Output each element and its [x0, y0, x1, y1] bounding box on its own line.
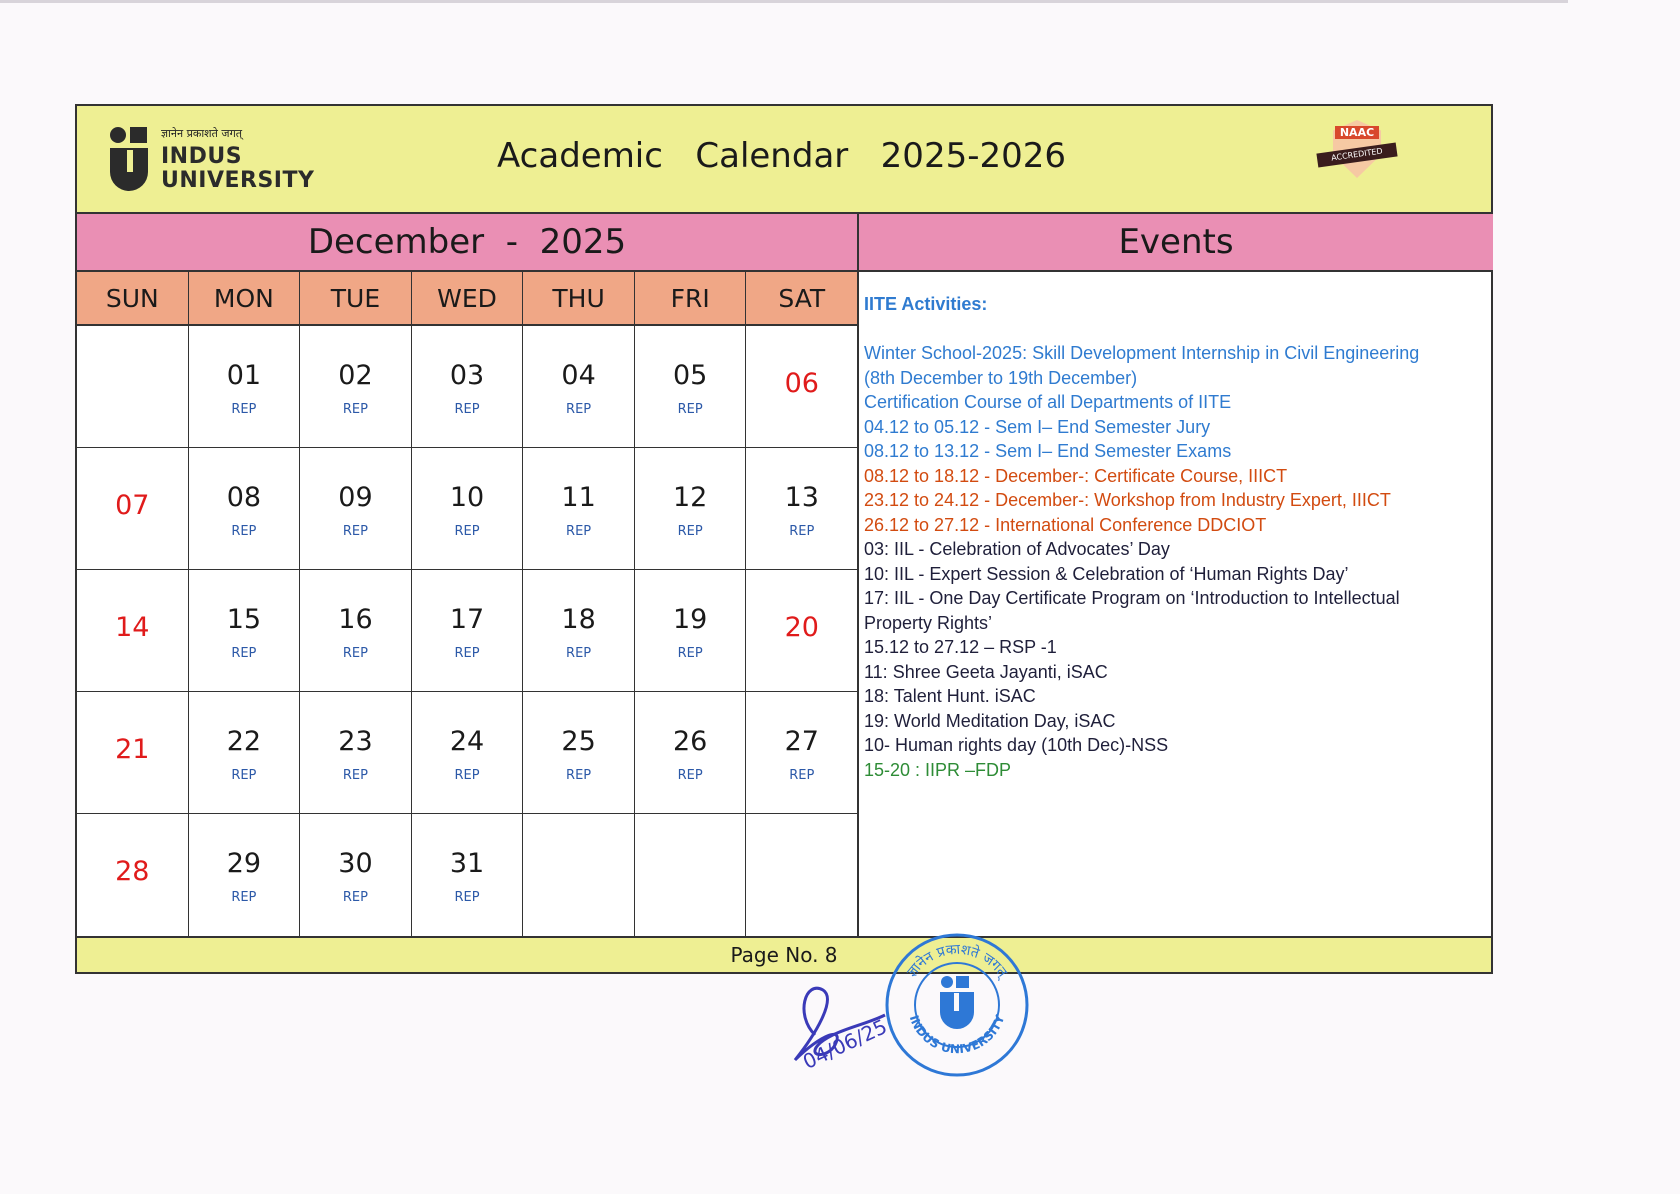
signature-date: 04/06/25 [799, 1014, 891, 1074]
event-item: 08.12 to 13.12 - Sem I– End Semester Exams [864, 441, 1232, 461]
day-cell [412, 692, 524, 813]
rep-label: REP [566, 768, 592, 783]
logo-line-2: UNIVERSITY [161, 168, 315, 193]
rep-label: REP [677, 768, 703, 783]
calendar-week-row [77, 692, 857, 814]
university-logo [109, 126, 329, 196]
holiday-date-number: 28 [115, 856, 150, 887]
event-item: 15.12 to 27.12 – RSP -1 [864, 637, 1057, 657]
date-number: 30 [338, 848, 373, 879]
university-stamp [884, 932, 1030, 1078]
day-cell [412, 814, 524, 936]
page-title: Academic Calendar 2025-2026 [497, 136, 1067, 176]
day-cell [412, 448, 524, 569]
calendar-week-row [77, 570, 857, 692]
events-heading: IITE Activities: [864, 294, 988, 314]
naac-ribbon: ACCREDITED [1316, 143, 1397, 168]
weekday-wed: WED [412, 272, 524, 326]
rep-label: REP [677, 646, 703, 661]
empty-day-cell [746, 814, 857, 936]
stamp-bottom-text: INDUS UNIVERSITY [906, 1013, 1008, 1057]
weekday-header-row [77, 272, 857, 326]
day-cell [300, 692, 412, 813]
rep-label: REP [231, 402, 257, 417]
day-cell [300, 448, 412, 569]
date-number: 05 [673, 360, 708, 391]
rep-label: REP [342, 402, 368, 417]
day-cell [300, 326, 412, 447]
event-item: 18: Talent Hunt. iSAC [864, 686, 1036, 706]
rep-label: REP [454, 646, 480, 661]
event-item: 19: World Meditation Day, iSAC [864, 710, 1116, 731]
day-cell [189, 570, 301, 691]
day-cell [523, 570, 635, 691]
holiday-date-number: 06 [784, 368, 819, 399]
date-number: 02 [338, 360, 373, 391]
event-item: 03: IIL - Celebration of Advocates’ Day [864, 539, 1170, 559]
naac-label: NAAC [1335, 126, 1379, 139]
date-number: 27 [784, 726, 819, 757]
calendar-week-row [77, 814, 857, 936]
event-item: 04.12 to 05.12 - Sem I– End Semester Jury [864, 416, 1211, 437]
day-cell [189, 326, 301, 447]
day-cell [189, 814, 301, 936]
date-number: 01 [226, 360, 262, 391]
event-item: (8th December to 19th December) [864, 367, 1138, 388]
rep-label: REP [789, 524, 815, 539]
day-cell [189, 692, 301, 813]
day-cell [412, 326, 524, 447]
rep-label: REP [231, 524, 257, 539]
date-number: 08 [226, 482, 262, 513]
calendar-week-row [77, 326, 857, 448]
day-cell [746, 448, 857, 569]
holiday-date-number: 14 [115, 612, 150, 643]
sheet-top-edge [0, 0, 1568, 3]
day-cell [77, 570, 189, 691]
date-number: 03 [449, 360, 485, 391]
rep-label: REP [566, 402, 592, 417]
day-cell [300, 814, 412, 936]
event-item: 10: IIL - Expert Session & Celebration of ‘Human Rights Day’ [864, 563, 1349, 584]
empty-day-cell [77, 326, 189, 447]
rep-label: REP [789, 768, 815, 783]
rep-label: REP [566, 646, 592, 661]
day-cell [523, 448, 635, 569]
rep-label: REP [566, 524, 592, 539]
events-panel [859, 272, 1493, 936]
date-number: 09 [338, 482, 373, 513]
event-item: 17: IIL - One Day Certificate Program on ‘Introduction to Intellectual [864, 588, 1400, 608]
event-item: 26.12 to 27.12 - International Conference DDCIOT [864, 514, 1267, 535]
day-cell [523, 692, 635, 813]
date-number: 19 [673, 604, 708, 635]
indus-logo-icon [109, 126, 149, 192]
day-cell [635, 570, 747, 691]
day-cell [746, 326, 857, 447]
event-item: Property Rights’ [864, 612, 993, 633]
logo-line-1: INDUS [161, 144, 243, 169]
holiday-date-number: 20 [784, 612, 819, 643]
day-cell [300, 570, 412, 691]
rep-label: REP [677, 402, 703, 417]
date-number: 11 [561, 482, 596, 513]
page-header [77, 106, 1491, 214]
logo-tagline: ज्ञानेन प्रकाशते जगत् [161, 127, 243, 140]
date-number: 16 [338, 604, 373, 635]
empty-day-cell [635, 814, 747, 936]
date-number: 15 [226, 604, 262, 635]
date-number: 23 [338, 726, 373, 757]
rep-label: REP [231, 890, 257, 905]
rep-label: REP [231, 768, 257, 783]
day-cell [635, 692, 747, 813]
calendar-week-row [77, 448, 857, 570]
weekday-sat: SAT [746, 272, 857, 326]
stamp-top-text: ज्ञानेन प्रकाशते जगत् [904, 941, 1011, 981]
events-title: Events [859, 214, 1493, 272]
holiday-date-number: 07 [115, 490, 150, 521]
date-number: 12 [673, 482, 708, 513]
event-item: 11: Shree Geeta Jayanti, iSAC [864, 661, 1108, 682]
rep-label: REP [454, 402, 480, 417]
empty-day-cell [523, 814, 635, 936]
calendar-page [75, 104, 1493, 974]
day-cell [189, 448, 301, 569]
month-title: December - 2025 [77, 214, 859, 272]
event-item: Winter School-2025: Skill Development Internship in Civil Engineering [864, 343, 1420, 363]
day-cell [635, 326, 747, 447]
rep-label: REP [231, 646, 257, 661]
date-number: 22 [226, 726, 262, 757]
weekday-sun: SUN [77, 272, 189, 326]
date-number: 13 [784, 482, 819, 513]
date-number: 25 [561, 726, 596, 757]
naac-badge [1315, 120, 1399, 182]
date-number: 10 [449, 482, 485, 513]
rep-label: REP [677, 524, 703, 539]
weekday-thu: THU [523, 272, 635, 326]
day-cell [635, 448, 747, 569]
day-cell [77, 692, 189, 813]
day-cell [746, 570, 857, 691]
date-number: 24 [449, 726, 485, 757]
day-cell [77, 448, 189, 569]
holiday-date-number: 21 [115, 734, 150, 765]
rep-label: REP [342, 890, 368, 905]
date-number: 29 [226, 848, 262, 879]
weekday-tue: TUE [300, 272, 412, 326]
event-item: 23.12 to 24.12 - December-: Workshop from Industry Expert, IIICT [864, 490, 1391, 510]
rep-label: REP [342, 524, 368, 539]
date-number: 17 [449, 604, 485, 635]
date-number: 31 [449, 848, 485, 879]
date-number: 26 [673, 726, 708, 757]
weekday-fri: FRI [635, 272, 747, 326]
event-item: 15-20 : IIPR –FDP [864, 759, 1012, 780]
calendar-weeks [77, 326, 857, 936]
date-number: 18 [561, 604, 596, 635]
day-cell [746, 692, 857, 813]
rep-label: REP [342, 768, 368, 783]
event-item: 08.12 to 18.12 - December-: Certificate Course, IIICT [864, 465, 1288, 486]
rep-label: REP [454, 890, 480, 905]
events-list [864, 341, 1493, 782]
rep-label: REP [454, 768, 480, 783]
day-cell [77, 814, 189, 936]
event-item: 10- Human rights day (10th Dec)-NSS [864, 735, 1169, 755]
day-cell [412, 570, 524, 691]
page-number: Page No. 8 [77, 936, 1491, 972]
rep-label: REP [454, 524, 480, 539]
event-item: Certification Course of all Departments of IITE [864, 392, 1232, 412]
date-number: 04 [561, 360, 596, 391]
day-cell [523, 326, 635, 447]
calendar-grid [77, 272, 859, 936]
rep-label: REP [342, 646, 368, 661]
weekday-mon: MON [189, 272, 301, 326]
